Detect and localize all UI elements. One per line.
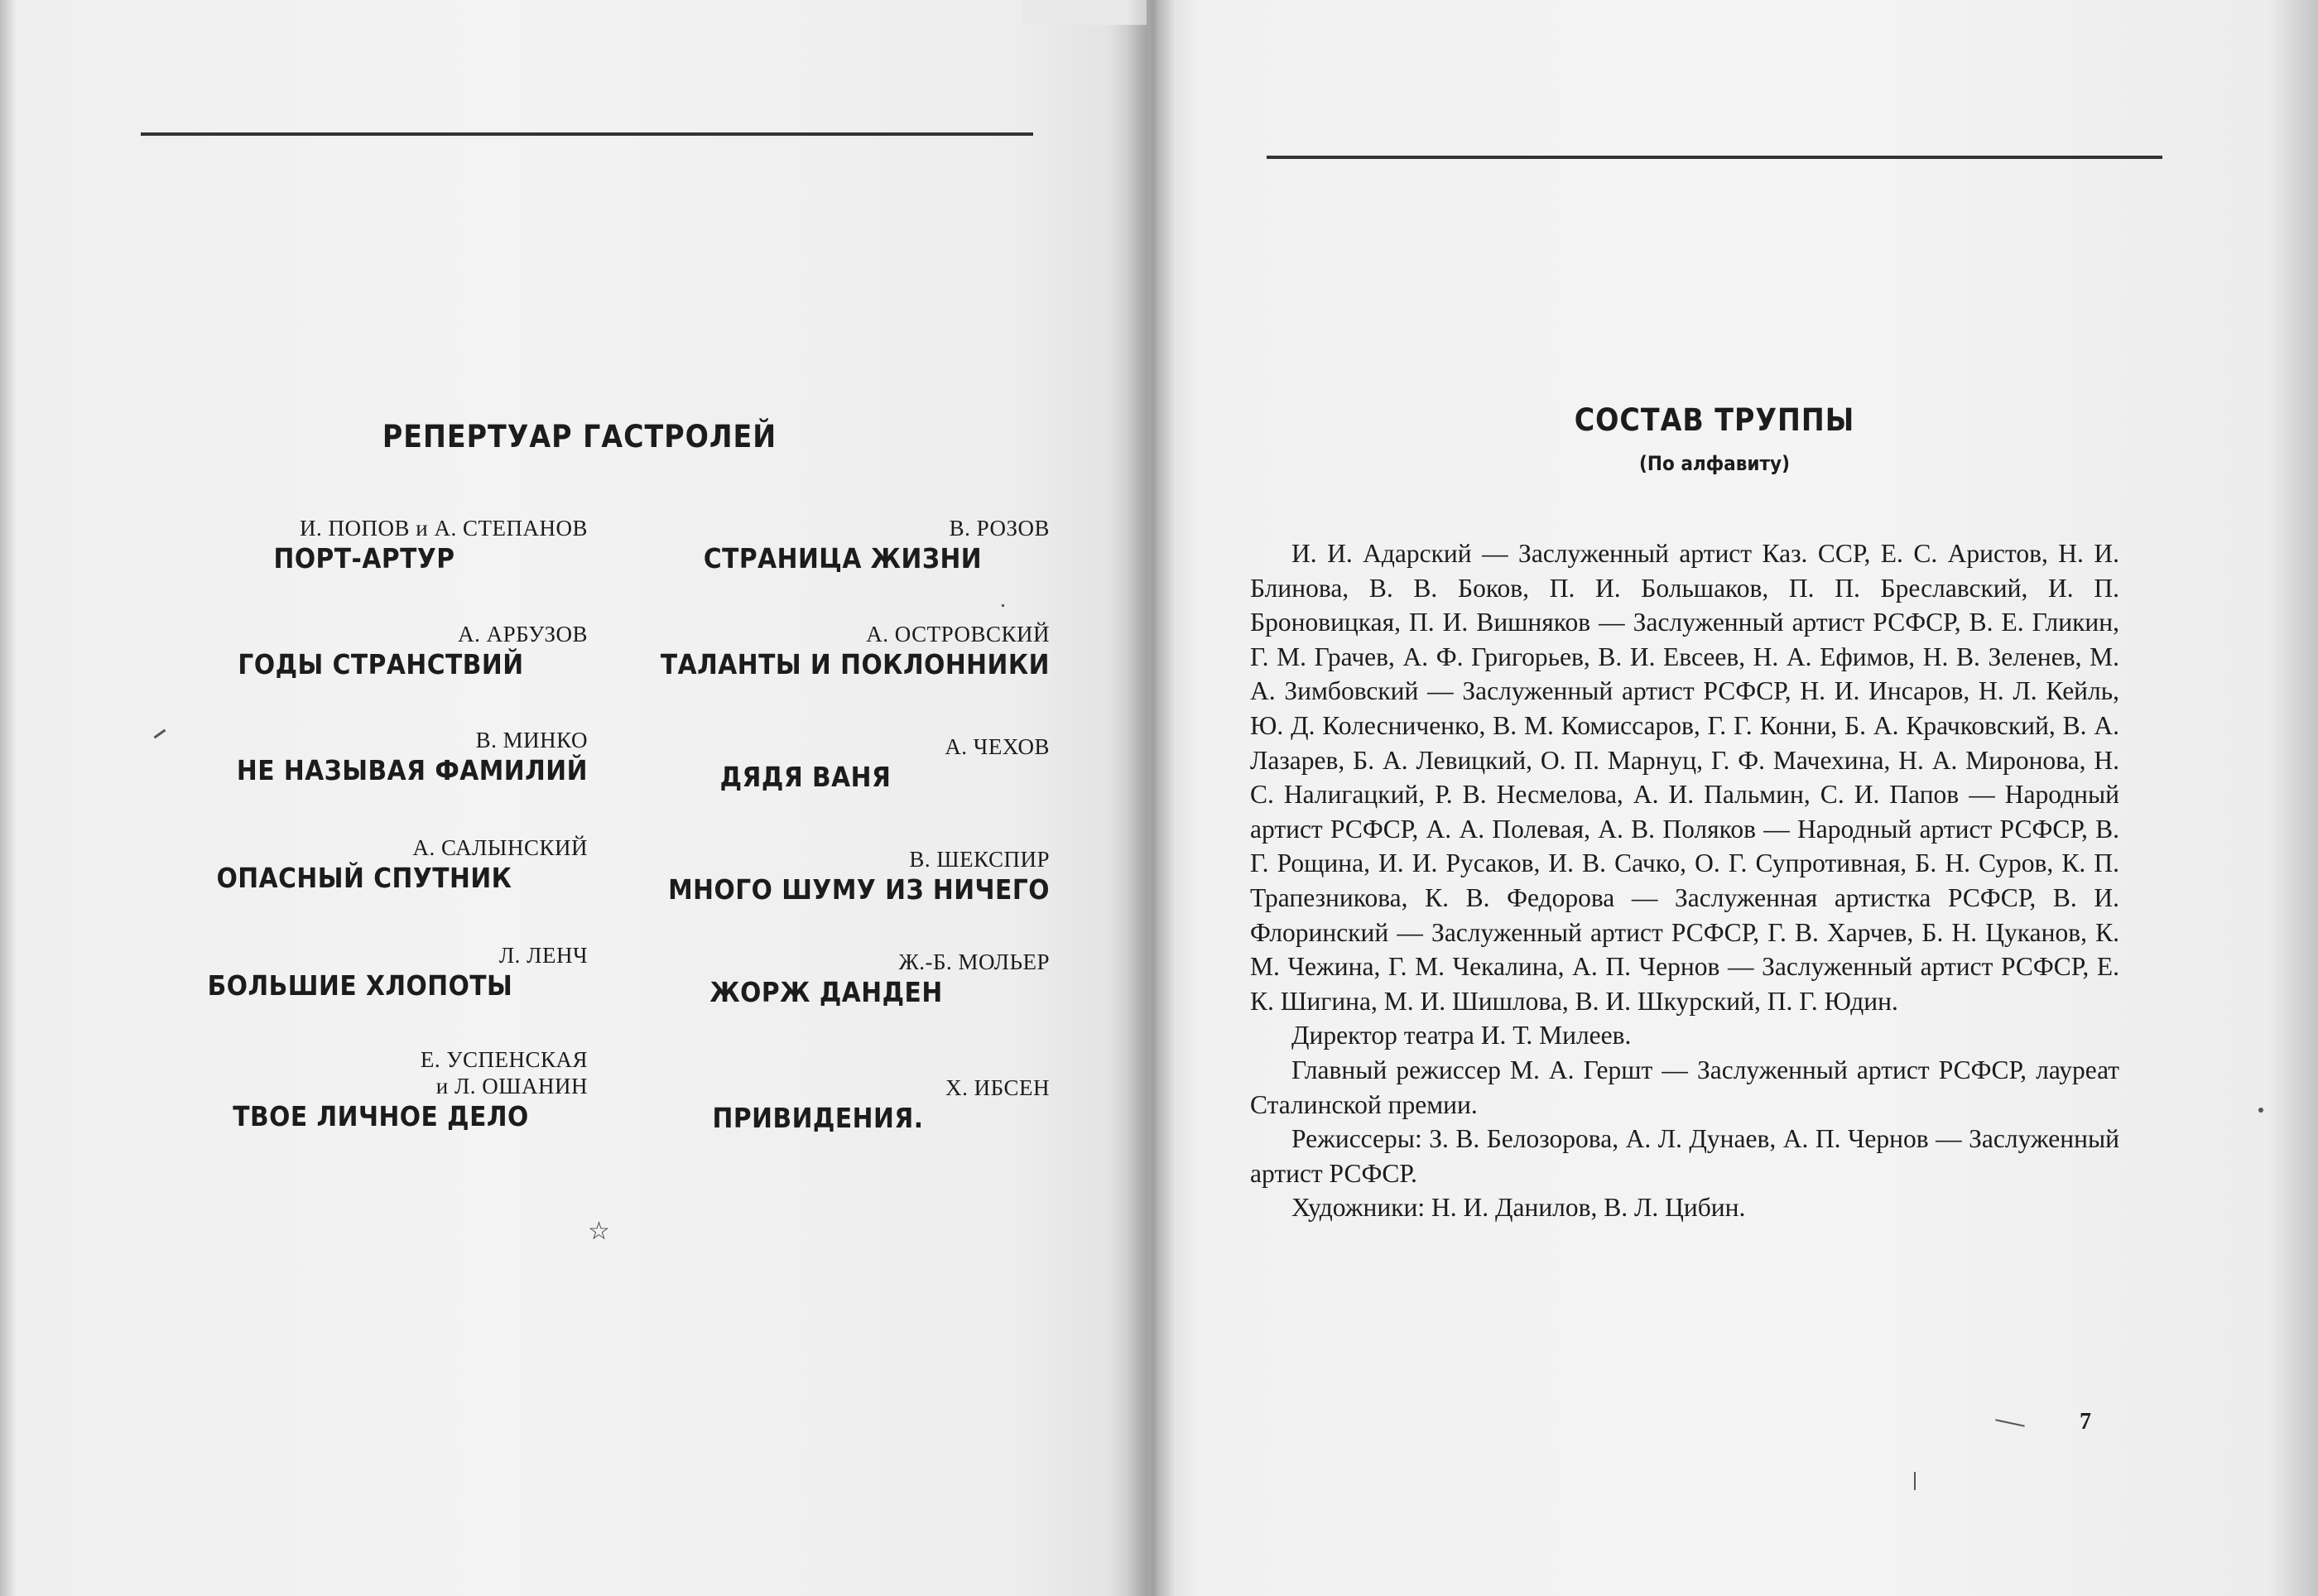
play-author: А. ОСТРОВСКИЙ <box>866 622 1050 647</box>
repertoire-title: РЕПЕРТУАР ГАСТРОЛЕЙ <box>382 419 777 454</box>
repertoire-item <box>174 1046 588 1134</box>
repertoire-item <box>174 515 588 576</box>
play-title: ГОДЫ СТРАНСТВИЙ <box>238 648 524 680</box>
repertoire-item <box>174 727 588 788</box>
play-title: БОЛЬШИЕ ХЛОПОТЫ <box>207 969 513 1002</box>
play-author: В. МИНКО <box>475 728 588 752</box>
star-ornament-icon: ☆ <box>588 1217 610 1246</box>
play-title: ДЯДЯ ВАНЯ <box>719 761 892 793</box>
play-author: А. САЛЫНСКИЙ <box>412 835 588 860</box>
print-speck <box>1995 1419 2025 1426</box>
repertoire-item <box>628 846 1050 907</box>
cast-list-paragraph: И. И. Адарский — Заслуженный артист Каз. ССР, Е. С. Аристов, Н. И. Блинова, В. В. Боков, П. И. Большаков, П. П. Бреславский, И. П. Броновицкая, П. И. Вишняков — Заслуженный артист РСФСР, В. Е. Гликин, Г. М. Грачев, А. Ф. Григорьев, В. И. Евсеев, Н. А. Ефимов, Н. В. Зеленев, М. А. Зимбовский — Заслуженный артист РСФСР, Н. И. Инсаров, Н. Л. Кейль, Ю. Д. Колесниченко, В. М. Комиссаров, Г. Г. Конни, Б. А. Крачковский, В. А. Лазарев, Б. А. Левицкий, О. П. Марнуц, Г. Ф. Мачехина, Н. А. Миронова, Н. С. Налигацкий, Р. В. Несмелова, А. И. Пальмин, С. И. Папов — Народный артист РСФСР, А. А. Полевая, А. В. Поляков — Народный артист РСФСР, В. Г. Рощина, И. И. Русаков, И. В. Сачко, О. Г. Супротивная, Б. Н. Суров, К. П. Трапезникова, К. В. Федорова — Заслуженная артистка РСФСР, В. И. Флоринский — Заслуженный артист РСФСР, Г. В. Харчев, Б. Н. Цуканов, К. М. Чежина, Г. М. Чекалина, А. П. Чернов — Заслуженный артист РСФСР, Е. К. Шигина, М. И. Шишлова, В. И. Шкурский, П. Г. Юдин. <box>1250 539 2119 1016</box>
play-title: ТАЛАНТЫ И ПОКЛОННИКИ <box>660 648 1050 680</box>
left-page-top-rule <box>141 132 1033 136</box>
play-author: Л. ЛЕНЧ <box>498 943 588 968</box>
print-speck <box>1914 1472 1916 1490</box>
play-title: НЕ НАЗЫВАЯ ФАМИЛИЙ <box>236 754 588 786</box>
repertoire-item <box>174 942 588 1003</box>
play-title: МНОГО ШУМУ ИЗ НИЧЕГО <box>668 873 1050 906</box>
repertoire-item <box>636 733 1050 795</box>
play-author-line2: и Л. ОШАНИН <box>435 1074 588 1098</box>
troupe-text <box>1250 536 2119 1225</box>
play-author: А. АРБУЗОВ <box>458 622 588 647</box>
director-line: Директор театра И. Т. Милеев. <box>1291 1021 1632 1050</box>
chief-director-line: Главный режиссер М. А. Гершт — Заслуженный артист РСФСР, лауреат Сталинской премии. <box>1250 1055 2119 1119</box>
play-author: Ж.-Б. МОЛЬЕР <box>898 949 1050 974</box>
play-title: ОПАСНЫЙ СПУТНИК <box>216 862 512 894</box>
play-author: В. ШЕКСПИР <box>909 847 1050 872</box>
play-author: А. ЧЕХОВ <box>945 734 1050 759</box>
play-author: И. ПОПОВ и А. СТЕПАНОВ <box>300 516 588 541</box>
repertoire-item <box>636 949 1050 1010</box>
play-title: ТВОЕ ЛИЧНОЕ ДЕЛО <box>233 1100 529 1132</box>
right-page-top-rule <box>1267 156 2162 159</box>
play-title: ЖОРЖ ДАНДЕН <box>709 976 943 1008</box>
page-number: 7 <box>2080 1409 2091 1435</box>
play-author: Х. ИБСЕН <box>945 1075 1050 1100</box>
play-author: В. РОЗОВ <box>949 516 1050 541</box>
repertoire-item <box>174 834 588 896</box>
troupe-subtitle: (По алфавиту) <box>1639 452 1790 475</box>
troupe-title: СОСТАВ ТРУППЫ <box>1574 402 1855 438</box>
repertoire-item <box>636 1074 1050 1136</box>
play-title: ПРИВИДЕНИЯ. <box>712 1102 924 1134</box>
print-speck <box>2258 1108 2263 1113</box>
play-title: СТРАНИЦА ЖИЗНИ <box>703 542 983 574</box>
repertoire-item <box>628 621 1050 682</box>
repertoire-item <box>636 515 1050 576</box>
play-author-line1: Е. УСПЕНСКАЯ <box>420 1047 588 1072</box>
book-gutter <box>1126 0 1176 1596</box>
print-speck <box>1002 604 1004 607</box>
artists-line: Художники: Н. И. Данилов, В. Л. Цибин. <box>1291 1193 1746 1223</box>
play-title: ПОРТ-АРТУР <box>273 542 455 574</box>
repertoire-item <box>174 621 588 682</box>
print-speck <box>154 729 166 739</box>
directors-line: Режиссеры: З. В. Белозорова, А. Л. Дунаев, А. П. Чернов — Заслуженный артист РСФСР. <box>1250 1124 2119 1188</box>
